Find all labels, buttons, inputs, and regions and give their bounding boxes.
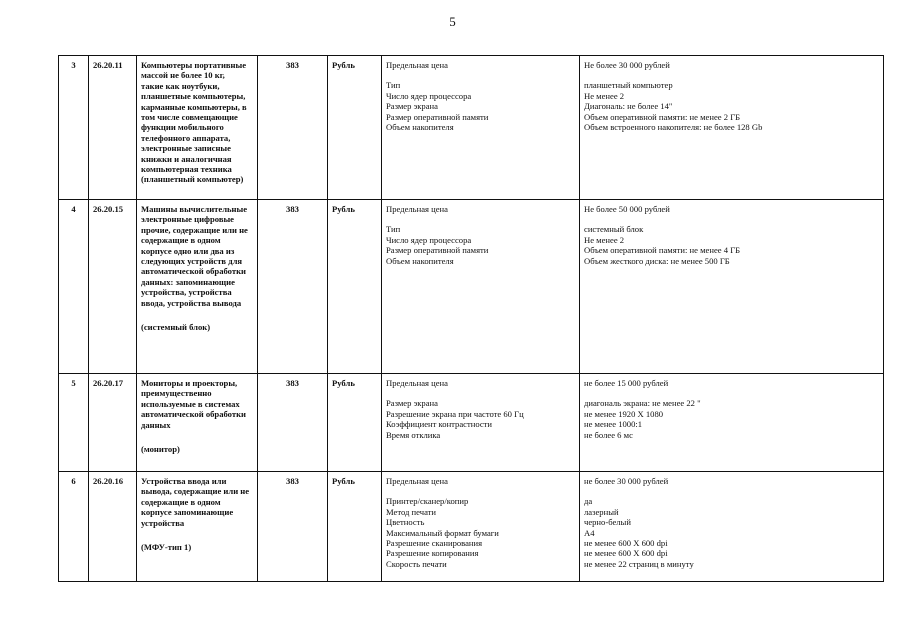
desc-line: электронные цифровые (141, 214, 234, 225)
desc-line: прочие, содержащие или не (141, 224, 248, 235)
char-value: не менее 1000:1 (584, 419, 643, 430)
characteristic-names (382, 472, 580, 582)
unit-name: Рубль (328, 200, 382, 374)
char-name: Коэффициент контрастности (386, 419, 492, 430)
char-value: системный блок (584, 224, 644, 235)
unit-name: Рубль (328, 56, 382, 200)
desc-line: данных (141, 419, 171, 430)
table-row (59, 56, 884, 200)
char-name: Разрешение сканирования (386, 538, 483, 549)
char-name: Цветность (386, 517, 425, 528)
char-name: Число ядер процессора (386, 234, 472, 245)
char-name: Число ядер процессора (386, 90, 472, 101)
char-value: не менее 22 страниц в минуту (584, 558, 694, 569)
unit-name: Рубль (328, 374, 382, 472)
desc-line: данных: запоминающие (141, 276, 235, 287)
okpd-code: 26.20.11 (89, 56, 137, 200)
desc-line: планшетные компьютеры, (141, 91, 246, 102)
desc-line: преимущественно (141, 388, 212, 399)
desc-line: Компьютеры портативные (141, 60, 247, 70)
row-number: 6 (59, 472, 89, 582)
char-value: диагональ экрана: не менее 22 " (584, 398, 701, 409)
price-value: Не более 50 000 рублей (584, 204, 670, 214)
desc-line: компьютерная техника (141, 164, 232, 175)
desc-line: (планшетный компьютер) (141, 174, 244, 185)
char-value: Диагональ: не более 14" (584, 101, 673, 112)
char-name: Тип (386, 80, 401, 91)
char-name: Объем накопителя (386, 122, 454, 133)
desc-line: массой не более 10 кг, (141, 70, 225, 81)
desc-line: ввода, устройства вывода (141, 297, 242, 308)
characteristic-names (382, 374, 580, 472)
desc-line: Машины вычислительные (141, 204, 248, 214)
char-name: Объем накопителя (386, 255, 454, 266)
price-label: Предельная цена (386, 204, 448, 214)
desc-line: корпусе одно или два из (141, 245, 235, 256)
char-name: Тип (386, 224, 401, 235)
desc-line: телефонного аппарата, (141, 132, 231, 143)
characteristic-names (382, 56, 580, 200)
char-value: не менее 600 X 600 dpi (584, 538, 668, 549)
characteristic-values (580, 56, 884, 200)
char-value: Не менее 2 (584, 234, 625, 245)
char-name: Принтер/сканер/копир (386, 496, 469, 507)
char-value: планшетный компьютер (584, 80, 673, 91)
desc-line: функции мобильного (141, 122, 224, 133)
desc-line: автоматической обработки (141, 409, 246, 420)
price-value: не более 15 000 рублей (584, 378, 669, 388)
desc-line: вывода, содержащие или не (141, 486, 250, 497)
char-value: Объем встроенного накопителя: не более 128 Gb (584, 122, 763, 133)
item-description (137, 56, 258, 200)
desc-line: содержащие в одном (141, 235, 221, 246)
table-row (59, 472, 884, 582)
okei-code: 383 (258, 472, 328, 582)
unit-name: Рубль (328, 472, 382, 582)
specs-table (58, 55, 884, 582)
char-name: Время отклика (386, 429, 441, 440)
char-value: не менее 600 X 600 dpi (584, 548, 668, 559)
char-value: Не менее 2 (584, 90, 625, 101)
desc-line: такие как ноутбуки, (141, 80, 220, 91)
char-value: лазерный (584, 506, 619, 517)
char-name: Максимальный формат бумаги (386, 527, 499, 538)
char-name: Размер экрана (386, 101, 438, 112)
desc-line: том числе совмещающие (141, 112, 238, 123)
price-label: Предельная цена (386, 476, 448, 486)
desc-line: автоматической обработки (141, 266, 246, 277)
okpd-code: 26.20.17 (89, 374, 137, 472)
desc-line: используемые в системах (141, 398, 240, 409)
char-value: черно-белый (584, 517, 631, 528)
price-label: Предельная цена (386, 378, 448, 388)
item-description (137, 200, 258, 374)
char-name: Разрешение копирования (386, 548, 479, 559)
char-value: да (584, 496, 593, 507)
char-value: Объем оперативной памяти: не менее 4 ГБ (584, 245, 741, 256)
item-description (137, 472, 258, 582)
price-value: Не более 30 000 рублей (584, 60, 670, 70)
characteristic-values (580, 374, 884, 472)
table-row (59, 374, 884, 472)
desc-line: корпусе запоминающие (141, 507, 234, 518)
char-value: не менее 1920 X 1080 (584, 408, 664, 419)
desc-line: Устройства ввода или (141, 476, 227, 486)
char-name: Размер оперативной памяти (386, 245, 489, 256)
desc-line: электронные записные (141, 143, 231, 154)
char-name: Размер экрана (386, 398, 438, 409)
desc-note: (МФУ-тип 1) (141, 542, 192, 553)
okei-code: 383 (258, 200, 328, 374)
desc-line: содержащие в одном (141, 496, 221, 507)
page-number: 5 (449, 14, 456, 29)
okpd-code: 26.20.15 (89, 200, 137, 374)
desc-line: книжки и аналогичная (141, 153, 232, 164)
item-description (137, 374, 258, 472)
desc-line: следующих устройств для (141, 256, 243, 267)
char-value: не более 6 мс (584, 429, 633, 440)
char-name: Размер оперативной памяти (386, 111, 489, 122)
price-value: не более 30 000 рублей (584, 476, 669, 486)
desc-line: устройства (141, 517, 185, 528)
okei-code: 383 (258, 56, 328, 200)
char-name: Разрешение экрана при частоте 60 Гц (386, 408, 524, 419)
characteristic-names (382, 200, 580, 374)
char-value: Объем жесткого диска: не менее 500 ГБ (584, 255, 730, 266)
price-label: Предельная цена (386, 60, 448, 70)
row-number: 4 (59, 200, 89, 374)
table-row (59, 200, 884, 374)
okpd-code: 26.20.16 (89, 472, 137, 582)
characteristic-values (580, 472, 884, 582)
desc-line: Мониторы и проекторы, (141, 378, 238, 388)
char-name: Скорость печати (386, 558, 447, 569)
desc-note: (системный блок) (141, 322, 211, 333)
row-number: 3 (59, 56, 89, 200)
desc-note: (монитор) (141, 444, 180, 455)
characteristic-values (580, 200, 884, 374)
char-value: А4 (584, 527, 595, 538)
desc-line: устройства, устройства (141, 287, 232, 298)
okei-code: 383 (258, 374, 328, 472)
char-name: Метод печати (386, 506, 437, 517)
desc-line: карманные компьютеры, в (141, 101, 247, 112)
char-value: Объем оперативной памяти: не менее 2 ГБ (584, 111, 741, 122)
row-number: 5 (59, 374, 89, 472)
